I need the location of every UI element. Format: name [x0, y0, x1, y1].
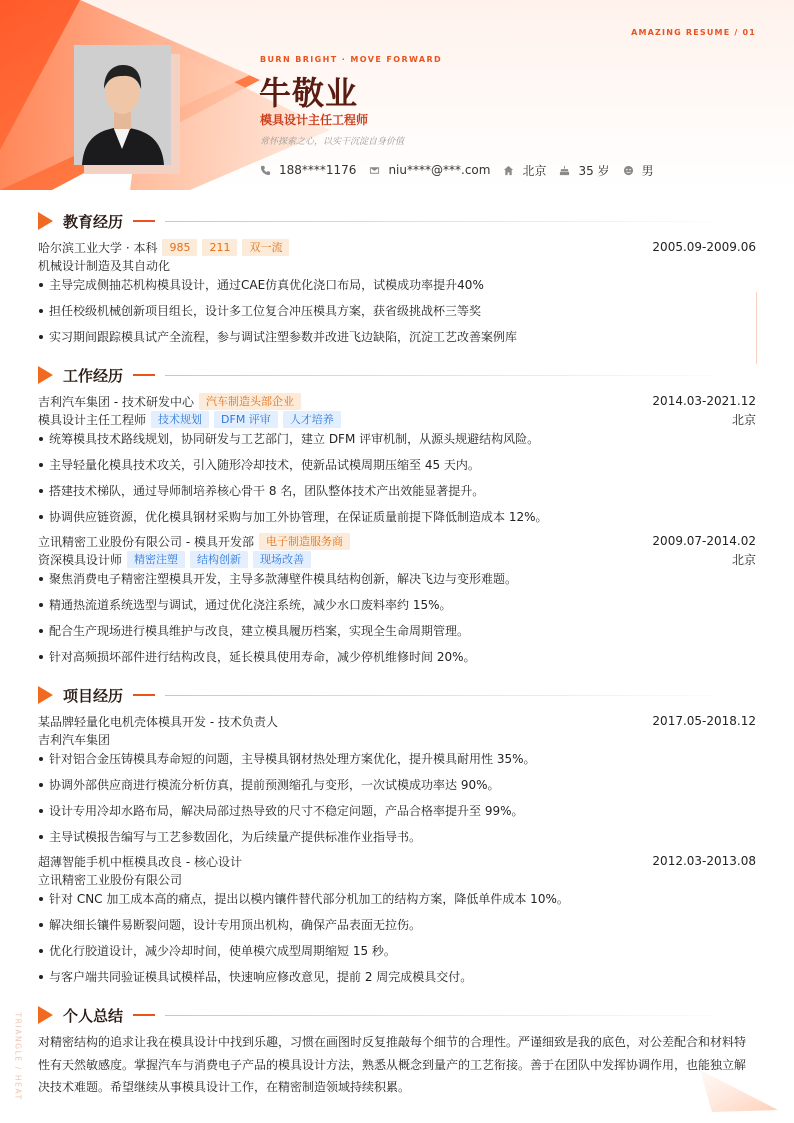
projects-heading: 项目经历 [63, 686, 124, 705]
school-tag: 985 [162, 239, 197, 256]
section-triangle-icon [38, 212, 53, 230]
company-tag: 电子制造服务商 [259, 533, 350, 550]
city-text: 北京 [522, 163, 547, 178]
education-bullet: 实习期间跟踪模具试产全流程，参与调试注塑参数并改进飞边缺陷，沉淀工艺改善案例库 [38, 328, 756, 346]
job-bullet: 搭建技术梯队，通过导师制培养核心骨干 8 名，团队整体技术产出效能显著提升。 [38, 482, 756, 500]
major-name: 机械设计制造及其自动化 [38, 258, 171, 273]
section-dash [133, 374, 155, 376]
project-org: 立讯精密工业股份有限公司 [38, 872, 183, 887]
section-triangle-icon [38, 1006, 53, 1024]
school-name: 哈尔滨工业大学 · 本科 [38, 240, 158, 255]
project-org-row [38, 730, 756, 748]
job-bullet: 协调供应链资源，优化模具钢材采购与加工外协管理，在保证质量前提下降低制造成本 12%。 [38, 508, 756, 526]
summary-text: 对精密结构的追求让我在模具设计中找到乐趣，习惯在画图时反复推敲每个细节的合理性。严谨细致是我的底色，对公差配合和材料特性有天然敏感度。掌握汽车与消费电子产品的模具设计方法，熟悉从概念到量产的工艺衔接。善于在团队中发挥协调作用，也能独立解决技术难题。希望继续从事模具设计工作，在精密制造领域持续积累。 [38, 1035, 747, 1094]
section-triangle-icon [38, 366, 53, 384]
project-name: 某品牌轻量化电机壳体模具开发 - 技术负责人 [38, 714, 278, 729]
project-bullet: 解决细长镶件易断裂问题，设计专用顶出机构，确保产品表面无拉伤。 [38, 916, 756, 934]
role-tag: 结构创新 [190, 551, 248, 568]
job-bullet: 精通热流道系统选型与调试，通过优化浇注系统，减少水口废料率约 15%。 [38, 596, 756, 614]
project-bullet: 优化行胶道设计，减少冷却时间，使单模穴成型周期缩短 15 秒。 [38, 942, 756, 960]
job-bullet: 配合生产现场进行模具维护与改良，建立模具履历档案，实现全生命周期管理。 [38, 622, 756, 640]
education-date: 2005.09-2009.06 [652, 240, 756, 254]
project-bullet: 协调外部供应商进行模流分析仿真，提前预测缩孔与变形，一次试模成功率达 90%。 [38, 776, 756, 794]
avatar [74, 45, 171, 165]
summary-heading: 个人总结 [63, 1006, 124, 1025]
project-bullet: 主导试模报告编写与工艺参数固化，为后续量产提供标准作业指导书。 [38, 828, 756, 846]
project-bullet: 与客户端共同验证模具试模样品，快速响应修改意见，提前 2 周完成模具交付。 [38, 968, 756, 986]
side-vertical-label [9, 1012, 29, 1107]
education-school-row [38, 238, 756, 256]
candidate-name: 牛敬业 [259, 74, 359, 112]
project-bullet: 针对铝合金压铸模具寿命短的问题，主导模具钢材热处理方案优化，提升模具耐用性 35%。 [38, 750, 756, 768]
corner-triangle-decoration [690, 1050, 794, 1123]
school-tag: 双一流 [242, 239, 289, 256]
contact-city [503, 162, 546, 179]
project-title-row [38, 712, 756, 730]
contact-phone [260, 163, 356, 177]
job-role-row [38, 410, 756, 428]
contact-gender [623, 162, 654, 179]
company-name: 立讯精密工业股份有限公司 - 模具开发部 [38, 534, 254, 549]
side-label-text: TRIANGLE / HEAT [13, 1012, 23, 1101]
work-heading: 工作经历 [63, 366, 124, 385]
cake-icon [559, 165, 570, 176]
role-tag: DFM 评审 [214, 411, 278, 428]
project-title-row [38, 852, 756, 870]
job-bullet: 聚焦消费电子精密注塑模具开发，主导多款薄壁件模具结构创新，解决飞边与变形难题。 [38, 570, 756, 588]
section-triangle-icon [38, 686, 53, 704]
section-divider [165, 1015, 716, 1016]
slogan: BURN BRIGHT · MOVE FORWARD [260, 55, 443, 64]
project-name: 超薄智能手机中框模具改良 - 核心设计 [38, 854, 242, 869]
job-title: 模具设计主任工程师 [260, 113, 369, 127]
section-dash [133, 220, 155, 222]
project-org-row [38, 870, 756, 888]
gender-icon [623, 165, 634, 176]
decorative-line [756, 292, 757, 364]
role-tag: 精密注塑 [127, 551, 185, 568]
home-icon [503, 165, 514, 176]
company-name: 吉利汽车集团 - 技术研发中心 [38, 394, 194, 409]
project-org: 吉利汽车集团 [38, 732, 111, 747]
job-date: 2014.03-2021.12 [652, 394, 756, 408]
project-bullet: 设计专用冷却水路布局，解决局部过热导致的尺寸不稳定问题，产品合格率提升至 99%。 [38, 802, 756, 820]
contact-bar [260, 162, 667, 178]
job-city: 北京 [731, 552, 756, 567]
job-company-row [38, 532, 756, 550]
company-tag: 汽车制造头部企业 [199, 393, 301, 410]
education-heading: 教育经历 [63, 212, 124, 231]
job-bullet: 主导轻量化模具技术攻关，引入随形冷却技术，使新品试模周期压缩至 45 天内。 [38, 456, 756, 474]
job-bullet: 统筹模具技术路线规划，协同研发与工艺部门，建立 DFM 评审机制，从源头规避结构风险。 [38, 430, 756, 448]
job-date: 2009.07-2014.02 [652, 534, 756, 548]
resume-top-tag: AMAZING RESUME / 01 [631, 28, 756, 37]
role-tag: 技术规划 [151, 411, 209, 428]
job-company-row [38, 392, 756, 410]
project-date: 2017.05-2018.12 [652, 714, 756, 728]
work-section-header [38, 365, 756, 385]
role-tag: 现场改善 [253, 551, 311, 568]
project-date: 2012.03-2013.08 [652, 854, 756, 868]
portrait-icon [74, 45, 171, 165]
section-divider [165, 221, 716, 222]
role-name: 模具设计主任工程师 [38, 412, 147, 427]
education-bullet: 主导完成侧抽芯机构模具设计，通过CAE仿真优化浇口布局，试模成功率提升40% [38, 276, 756, 294]
section-divider [165, 375, 716, 376]
motto: 常怀探索之心，以实干沉淀自身价值 [260, 137, 405, 147]
education-bullet: 担任校级机械创新项目组长，设计多工位复合冲压模具方案，获省级挑战杯三等奖 [38, 302, 756, 320]
contact-email [369, 163, 490, 177]
role-name: 资深模具设计师 [38, 552, 123, 567]
school-tag: 211 [202, 239, 237, 256]
email-text: niu****@***.com [388, 163, 491, 177]
age-text: 35 岁 [578, 163, 610, 178]
project-bullet: 针对 CNC 加工成本高的痛点，提出以模内镶件替代部分机加工的结构方案，降低单件成本 10%。 [38, 890, 756, 908]
projects-section-header [38, 685, 756, 705]
job-bullet: 针对高频损坏部件进行结构改良，延长模具使用寿命，减少停机维修时间 20%。 [38, 648, 756, 666]
job-role-row [38, 550, 756, 568]
mail-icon [369, 165, 380, 176]
education-section-header [38, 211, 756, 231]
section-dash [133, 694, 155, 696]
section-divider [165, 695, 716, 696]
summary-section-header [38, 1005, 756, 1025]
education-major-row [38, 256, 756, 274]
phone-text: 188****1176 [279, 163, 357, 177]
job-city: 北京 [731, 412, 756, 427]
gender-text: 男 [641, 163, 654, 178]
contact-age [559, 162, 609, 179]
phone-icon [260, 165, 271, 176]
section-dash [133, 1014, 155, 1016]
role-tag: 人才培养 [283, 411, 341, 428]
